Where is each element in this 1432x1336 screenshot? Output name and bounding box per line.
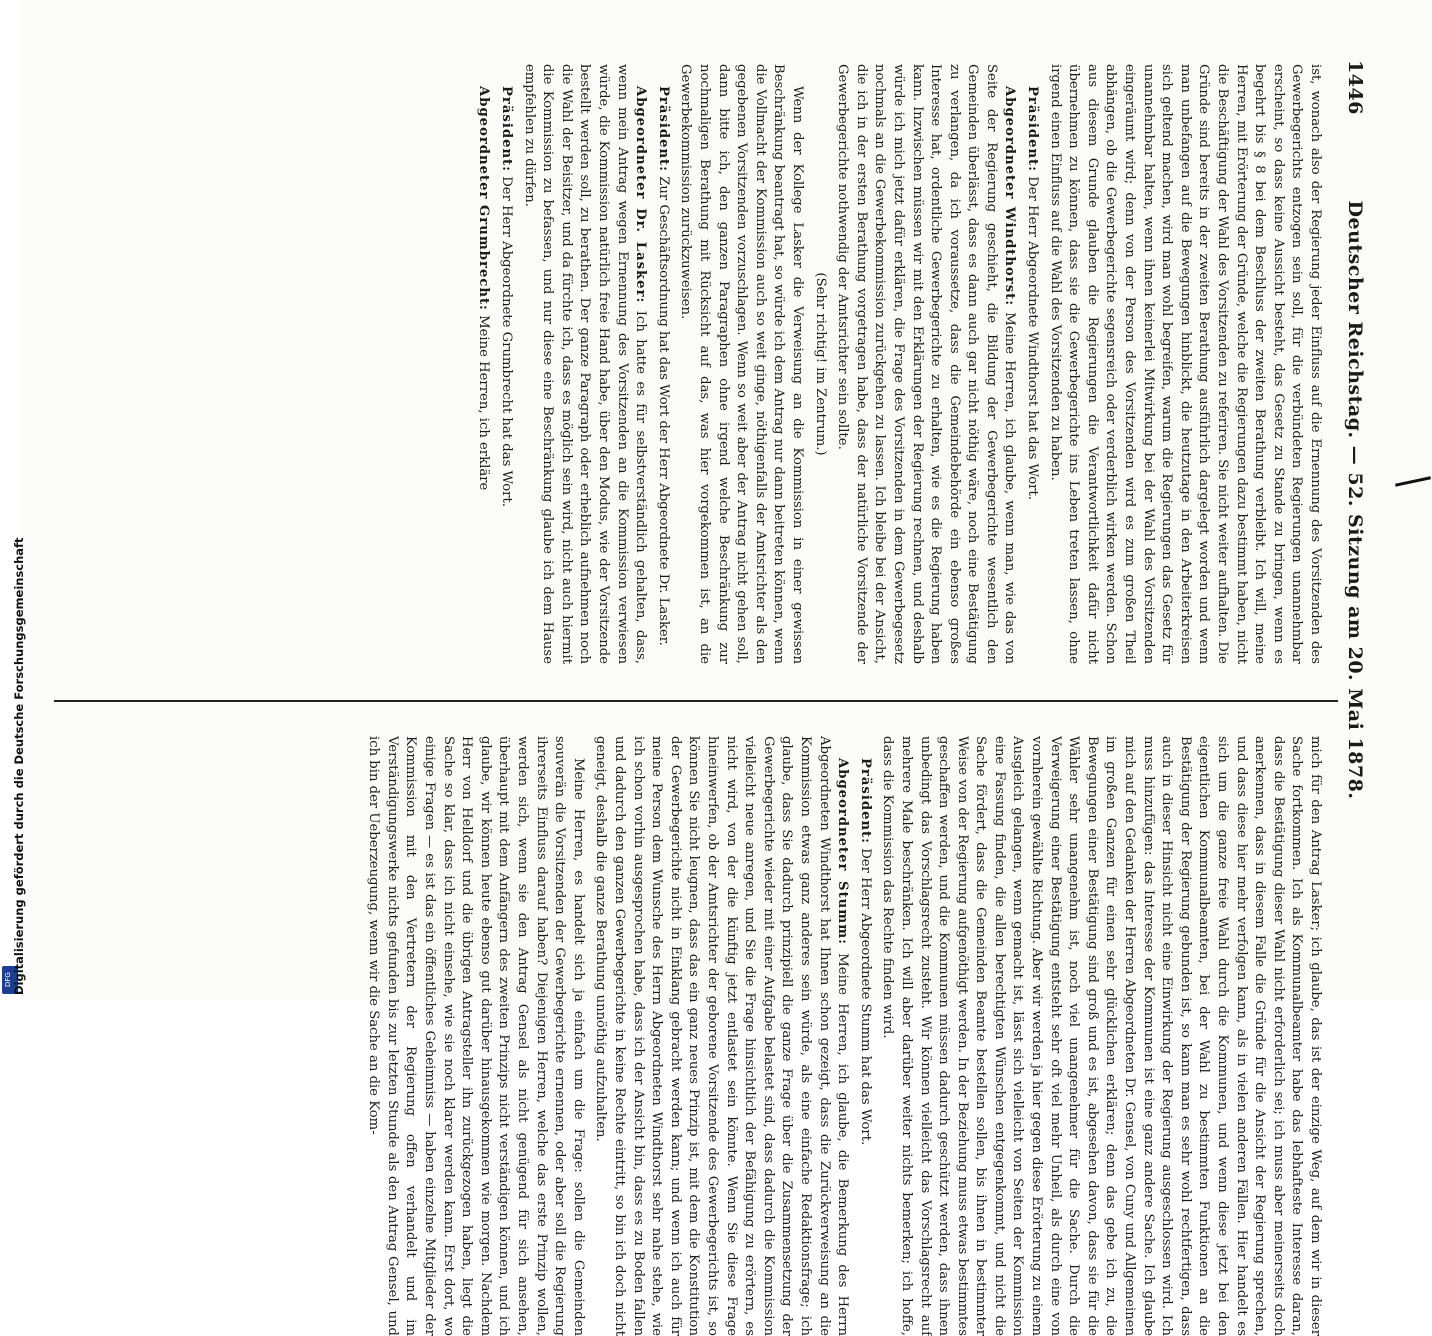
speech-paragraph (1023, 64, 1042, 664)
speech-paragraph (496, 64, 515, 664)
speech-text: Meine Herren, ich glaube, wenn man, wie das von Seite der Regierung geschieht, die Bildung der Gewerbegerichte wesentlich den Gemeinden überlässt, dass es dann auch gar nicht nöthig wäre, noch eine Bestätigung zu verlangen, da ich voraussetze, dass die Gemeindebehörde ein ebenso großes Interesse hat, ordentliche Gewerbegerichte zu erhalten, wie es die Regierung haben kann. Inzwischen müssen wir mit den Erklärungen der Regierung rechnen, und deshalb würde ich mich jetzt dafür erklären, die Frage des Vorsitzenden in dem Gewerbegesetz nochmals an die Gewerbekommission zurückgehen zu lassen. Ich bleibe bei der Ansicht, die ich in der ersten Berathung vorgetragen habe, dass der natürliche Vorsitzende der Gewerbegerichte nothwendig der Amtsrichter sein sollte. (835, 64, 1018, 664)
body-paragraph: Meine Herren, es handelt sich ja einfach um die Frage: sollen die Gemeinden souverän die Vorsitzenden der Gewerbegerichte ernennen, oder aber soll die Regierung ihrerseits Einfluss darauf haben? Diejenigen Herren, welche das erste Prinzip wollen, werden sich, wenn sie den Antrag Gensel als nicht genügend für sich ansehen, überhaupt mit dem Anfängern des zweiten Prinzips nicht verständigen können, und ich glaube, wir können heute ebenso gut darüber hinausgekommen wie morgen. Nachdem Herr von Helldorf und die übrigen Antragsteller ihn zurückgezogen haben, liegt die Sache so klar, dass ich nicht einsehe, wie sie noch klarer werden kann. Erst dort, wo einige Fragen — es ist das ein öffentliches Geheimniss — haben einzelne Mitglieder der Kommission mit den Vertretern der Regierung offen verhandelt und im Verständigungswerke nichts gefunden bis zur letzten Stunde als den Antrag Gensel, und ich bin der Ueberzeugung, wenn wir die Sache an die Kom- (366, 736, 586, 1336)
speaker-name: Abgeordneter Windthorst: (1002, 86, 1018, 307)
column-divider (54, 700, 1338, 702)
speaker-name: Präsident: (499, 86, 515, 173)
speech-text: Der Herr Abgeordnete Grumbrecht hat das Wort. (499, 172, 515, 507)
speech-text: Meine Herren, ich glaube, die Bemerkung des Herrn Abgeordneten Windthorst hat Ihnen schon gezeigt, dass die Zurückverweisung an die Kommission etwas ganz anderes sein würde, als eine einfache Redaktionsfrage; ich glaube, dass Sie dadurch prinzipiell die ganze Frage über die Zusammensetzung der Gewerbegerichte wieder mit einer Aufgabe belastet sind, dass dadurch die Kommission vielleicht neue anregen, und Sie die Frage hinsichtlich der Befähigung zu erörtern, es nicht wird, von der die künftig jetzt entlastet sein könnte. Wenn Sie diese Frage hineinwerfen, ob der Amtsrichter der geborene Vorsitzende des Gewerbegerichts ist, so können Sie nicht leugnen, dass das ein ganz neues Prinzip ist, mit dem die Konstitution der Gewerbegerichte nicht in Einklang gebracht werden kann; und wenn ich auch für meine Person dem Wunsche des Herrn Abgeordneten Windthorst sehr nahe stehe, wie ich schon vorhin ausgesprochen habe, dass ich der Ansicht bin, dass es zu Boden fallen und dadurch den ganzen Gewerbegerichte in keine Rechte eintritt, so bin ich doch nicht geneigt, deshalb die ganze Berathung unnöthig aufzuhalten. (593, 736, 851, 1336)
speech-paragraph (855, 736, 874, 1336)
interjection-note: (Sehr richtig! im Zentrum.) (812, 272, 828, 456)
page-number: 1446 (1344, 60, 1366, 115)
speaker-name: Abgeordneter Stumm: (835, 758, 851, 946)
body-paragraph: Wenn der Kollege Lasker die Verweisung an die Kommission in einer gewissen Beschränkung beantragt hat, so würde ich dem Antrag nur dann beitreten können, wenn die Vollmacht der Kommission auch so weit ginge, nöthigenfalls der Amtsrichter als den gegebenen Vorsitzenden vorzuschlagen. Wenn so weit aber der Antrag nicht gehen soll, dann bitte ich, den ganzen Paragraphen ohne irgend welche Beschränkung zur nochmaligen Berathung mit Rücksicht auf das, was hier vorgekommen ist, an die Gewerbekommission zurückzuweisen. (678, 64, 805, 664)
digitization-credit: Digitalisierung gefördert durch die Deutsche Forschungsgemeinschaft (12, 537, 26, 995)
page-header (1336, 60, 1366, 940)
speech-text: Meine Herren, ich erkläre (476, 310, 492, 491)
page-title: Deutscher Reichstag. — 52. Sitzung am 20. Mai 1878. (1344, 200, 1366, 800)
speaker-name: Präsident: (1025, 86, 1041, 173)
speech-text: Der Herr Abgeordnete Stumm hat das Wort. (857, 844, 873, 1146)
speech-text: Zur Geschäftsordnung hat das Wort der Herr Abgeordnete Dr. Lasker. (655, 172, 671, 646)
body-paragraph: mich für den Antrag Lasker; ich glaube, das ist der einzige Weg, auf dem wir in dieser Sache fortkommen. Ich als Kommunalbeamter habe das lebhafteste Interesse daran, dass die Bestätigung dieser Wahl nicht erforderlich sei; ich muss aber meinerseits doch anerkennen, dass in diesem Falle die Gründe für die Ansicht der Regierung sprechen, und dass diese hier mehr verfolgen kann, als in vielen anderen Fällen. Hier handelt es sich um die ganze freie Wahl durch die Kommunen, und wenn diese jetzt bei den eigentlichen Kommunalbeamten, bei der Wahl zu bestimmten Funktionen an die Bestätigung der Regierung gebunden ist, so kann man es sehr wohl rechtfertigen, dass auch in dieser Hinsicht nicht eine Einwirkung der Regierung ausgeschlossen wird. Ich muss hinzufügen: das Interesse der Kommunen ist eine ganz andere Sache. Ich glaube mich auf den Gedanken der Herren Abgeordneten Dr. Gensel, von Cuny und Allgemeinen im großen Ganzen für einen sehr glücklichen erklären; denn das gebe ich zu, die Bewegungen einer Bestätigung sind groß und es ist, abgesehen davon, dass sie für die Wähler sehr unangenehm ist, noch viel unangenehmer für die Sache. Durch die Verweigerung einer Bestätigung entsteht sehr oft viel mehr Unheil, als durch eine von vornherein gewählte Richtung. Aber wir werden ja hier gegen diese Erörterung zu einem Ausgleich gelangen, wenn gemacht ist, lässt sich vielleicht von Seiten der Kommission eine Fassung finden, die allen berechtigten Wünschen entgegenkommt, und nicht die Sache fördert, dass die Gemeinden Beamte bestellen sollen, bis ihnen in bestimmter Weise von der Regierung aufgenöthigt werden. In der Beziehung muss etwas bestimmtes geschaffen werden, und die Kommunen müssen dadurch geschützt werden, dass ihnen unbedingt das Vorschlagsrecht zusteht. Wir können vielleicht das Vorschlagsrecht auf mehrere Male beschränken. Ich will aber darüber weiter nichts bemerken; ich hoffe, dass die Kommission das Rechte finden wird. (880, 736, 1323, 1336)
speech-text: Ich hatte es für selbstverständlich gehalten, dass, wenn mein Antrag wegen Ernennung des Vorsitzenden an die Kommission verwiesen würde, die Kommission natürlich freie Hand habe, über den Modus, wie der Vorsitzende bestellt werden soll, zu berathen. Der ganze Paragraph oder erheblich aufnehmen noch die Wahl der Beisitzer, und da fürchte ich, dass es möglich sein wird, nicht auch hiermit die Kommission zu befassen, und nur diese eine Beschränkung glaube ich dem Hause empfehlen zu dürfen. (521, 64, 649, 664)
speech-paragraph (653, 64, 672, 664)
speaker-name: Abgeordneter Grumbrecht: (476, 86, 492, 311)
speech-paragraph (519, 64, 649, 664)
body-paragraph: ist, wonach also der Regierung jeder Einfluss auf die Ernennung des Vorsitzenden des Gewerbegerichts entzogen sein soll, für die verbündeten Regierungen unannehmbar erscheint, so dass keine Aussicht besteht, das Gesetz zu Stande zu bringen, wenn es begehrt bis § 8 bei dem Beschluss der zweiten Berathung verbleibt. Ich will, meine Herren, mit Erörterung der Gründe, welche die Regierungen dazu bestimmt haben, nicht die Beschäftigung der Wahl des Vorsitzenden zu referiren. Sie nicht weiter aufhalten. Die Gründe sind bereits in der zweiten Berathung ausführlich dargelegt worden und wenn man unbefangen auf die Bewegungen hinblickt, die heutzutage in den Arbeiterkreisen sich geltend machen, wird man wohl begreifen, warum die Regierungen das Gesetz für unannehmbar halten, wenn ihnen keinerlei Mitwirkung bei der Wahl des Vorsitzenden eingeräumt wird; denn von der Person des Vorsitzenden wird es zum großen Theil abhängen, ob die Gewerbegerichte segensreich oder verderblich wirken werden. Schon aus diesem Grunde glauben die Regierungen die Verantwortlichkeit dafür nicht übernehmen zu können, dass sie die Gewerbegerichte ins Leben treten lassen, ohne irgend einen Einfluss auf die Wahl des Vorsitzenden zu haben. (1047, 64, 1323, 664)
left-column (68, 64, 1324, 664)
speaker-name: Präsident: (655, 86, 671, 173)
speech-text: Der Herr Abgeordnete Windthorst hat das Wort. (1025, 172, 1041, 500)
speaker-name: Abgeordneter Dr. Lasker: (633, 86, 649, 304)
speech-paragraph (591, 736, 851, 1336)
scan-mark (1395, 476, 1431, 486)
speech-paragraph (474, 64, 493, 664)
digitization-strip (0, 0, 26, 1000)
dfg-logo-text: DFG (4, 972, 12, 988)
speaker-name: Präsident: (857, 758, 873, 845)
rotated-document (46, 30, 1386, 1336)
right-column (68, 736, 1324, 1336)
speech-paragraph (833, 64, 1019, 664)
